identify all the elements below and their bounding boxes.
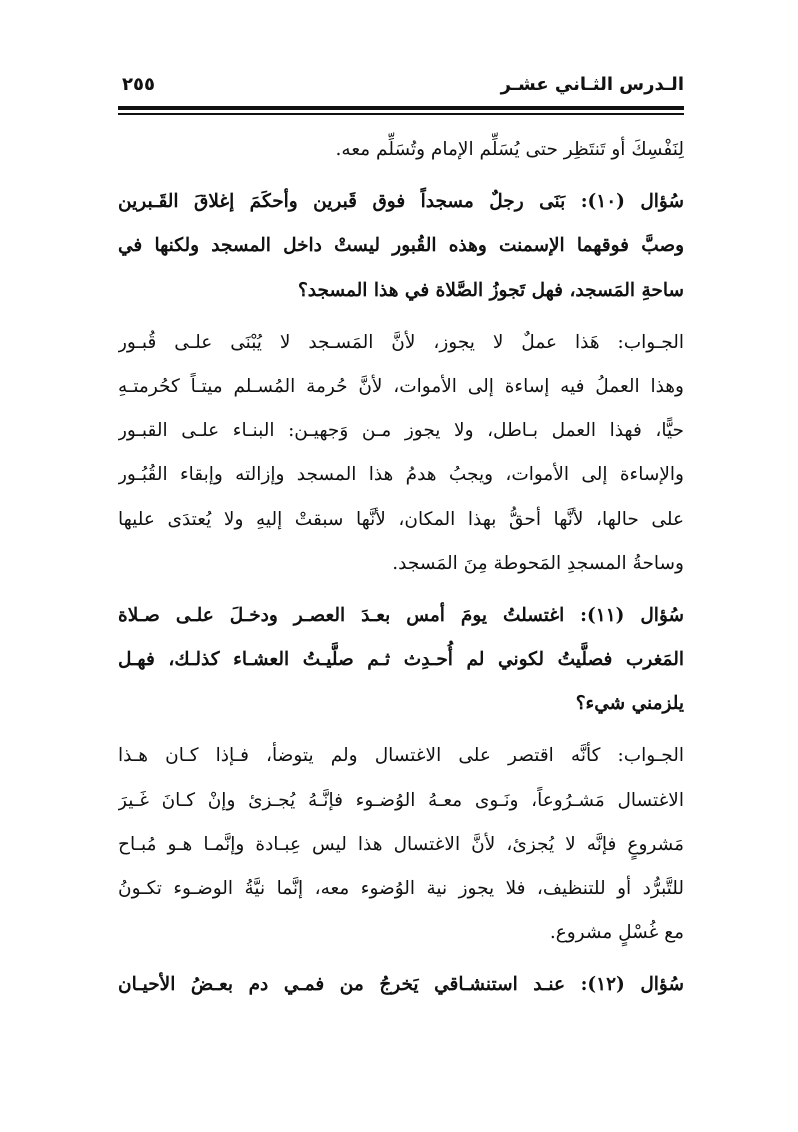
text-line: وساحةُ المسجدِ المَحوطة مِنَ المَسجد. — [392, 552, 684, 574]
text-line: يلزمني شيء؟ — [575, 693, 684, 715]
page-header — [118, 72, 684, 106]
answer-11 — [118, 734, 684, 955]
question-12 — [118, 963, 684, 1007]
text-line: والإساءة إلى الأموات، ويجبُ هدمُ هذا المسجد وإزالته وإبقاء القُبُـور — [118, 464, 684, 486]
header-rule-thin — [118, 113, 684, 115]
text-line: الجـواب: هَذا عملٌ لا يجوز، لأنَّ المَسـجد لا يُبْنَى علـى قُبـور — [118, 331, 684, 353]
question-11 — [118, 594, 684, 727]
page-number: ٢٥٥ — [122, 74, 155, 95]
text-line: وصبَّ فوقهما الإسمنت وهذه القُبور ليستْ داخل المسجد ولكنها في — [118, 235, 684, 257]
text-line: سُؤال (١٠): بَنَى رجلٌ مسجداً فوق قَبرين وأحكَمَ إغلاقَ القَـبرين — [118, 191, 684, 213]
question-10 — [118, 180, 684, 313]
text-line: ساحةِ المَسجد، فهل تَجوزُ الصَّلاة في هذا المسجد؟ — [297, 279, 684, 301]
running-title: الـدرس الثـاني عشـر — [500, 74, 684, 95]
text-line: على حالها، لأنَّها أحقُّ بهذا المكان، لأنَّها سبقتْ إليهِ ولا يُعتدَى عليها — [118, 508, 684, 530]
body-text — [118, 128, 684, 1012]
text-line: للتَّبرُّد أو للتنظيف، فلا يجوز نية الوُضوء معه، إنَّما نيَّةُ الوضـوء تكـونُ — [118, 878, 684, 899]
text-line: المَغرب فصلَّيتُ لكوني لم أُحـدِث ثـم صلَّيـتُ العشـاء كذلـك، فهـل — [118, 649, 684, 671]
header-rule-thick — [118, 106, 684, 110]
text-line: سُؤال (١١): اغتسلتُ يومَ أمس بعـدَ العصـر ودخـلَ علـى صـلاة — [118, 604, 684, 626]
text-line: مَشروعٍ فإنَّه لا يُجزئ، لأنَّ الاغتسال هذا ليس عِبـادة وإنَّمـا هـو مُبـاح — [118, 833, 684, 855]
text-line: لِنَفْسِكَ أو تَنتَظِر حتى يُسَلِّم الإمام وتُسَلِّم معه. — [335, 139, 684, 160]
text-line: حيًّا، فهذا العمل بـاطل، ولا يجوز مـن وَجهيـن: البنـاء علـى القبـور — [118, 420, 684, 442]
answer-10 — [118, 321, 684, 586]
text-line: الجـواب: كأنَّه اقتصر على الاغتسال ولم يتوضأ، فـإذا كـان هـذا — [118, 745, 684, 767]
paragraph-continuation — [118, 128, 684, 172]
text-line: وهذا العملُ فيه إساءة إلى الأموات، لأنَّ حُرمة المُسـلم ميتـاً كحُرمتـهِ — [118, 375, 684, 397]
text-line: مع غُسْلٍ مشروع. — [549, 922, 684, 944]
text-line: الاغتسال مَشـرُوعاً، ونَـوى معـهُ الوُضـوء فإنَّـهُ يُجـزئ وإنْ كـانَ غَـيرَ — [118, 789, 684, 811]
text-line: سُؤال (١٢): عنـد استنشـاقي يَخرجُ من فمـي دم بعـضُ الأحيـان — [118, 974, 684, 996]
